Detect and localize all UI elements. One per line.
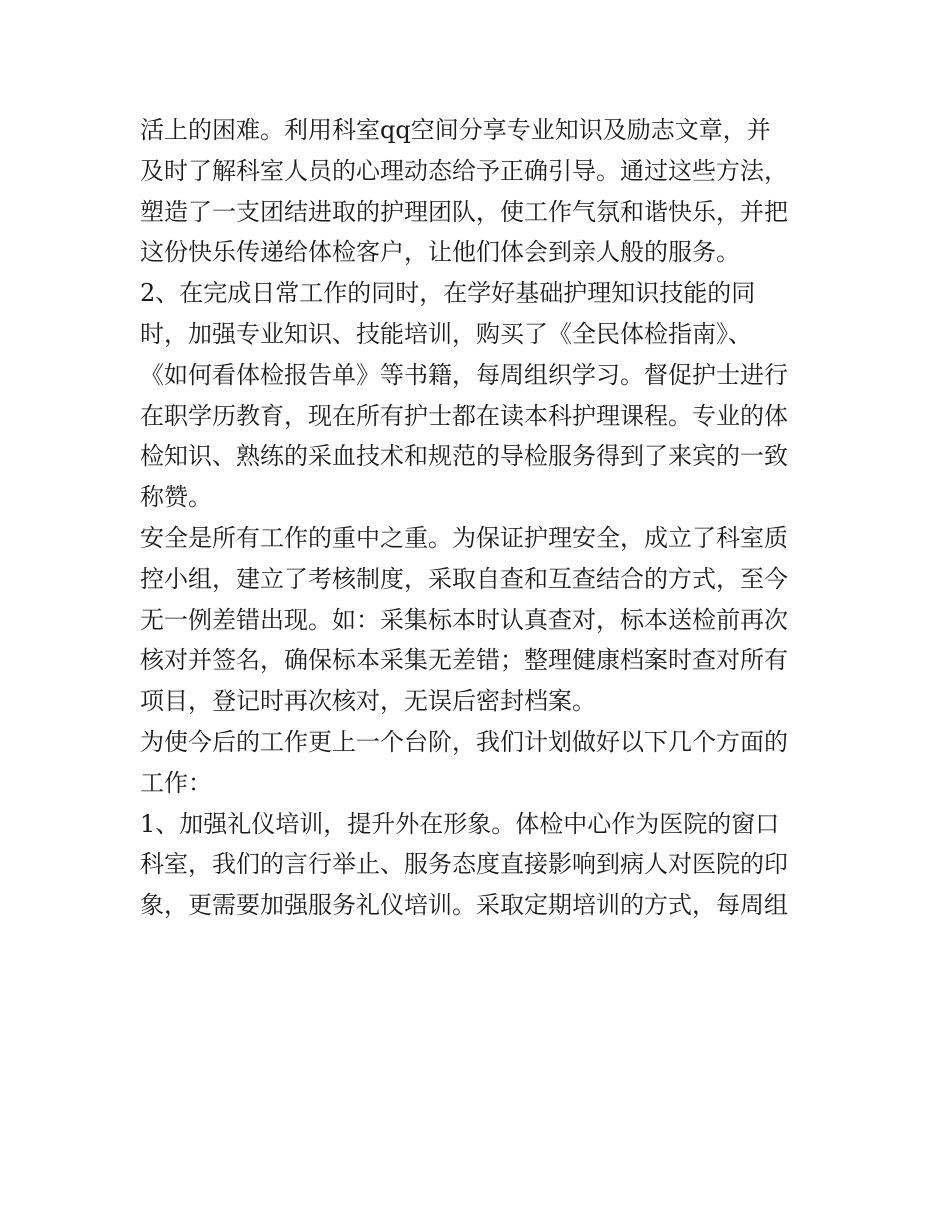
text-line: 安全是所有工作的重中之重。为保证护理安全，成立了科室质 [140,523,788,552]
text-line: 及时了解科室人员的心理动态给予正确引导。通过这些方法， [140,156,788,185]
text-line: 为使今后的工作更上一个台阶，我们计划做好以下几个方面的 [140,727,788,756]
text-line: 科室，我们的言行举止、服务态度直接影响到病人对医院的印 [140,850,788,879]
text-line: 检知识、熟练的采血技术和规范的导检服务得到了来宾的一致 [140,442,788,471]
text-line: 核对并签名，确保标本采集无差错；整理健康档案时查对所有 [140,646,788,675]
text-line: 象，更需要加强服务礼仪培训。采取定期培训的方式，每周组 [140,891,788,920]
text-line: 塑造了一支团结进取的护理团队，使工作气氛和谐快乐，并把 [140,197,788,226]
text-line: 在职学历教育，现在所有护士都在读本科护理课程。专业的体 [140,401,788,430]
text-line: 控小组，建立了考核制度，采取自查和互查结合的方式，至今 [140,564,788,593]
text-line: 项目，登记时再次核对，无误后密封档案。 [140,687,596,716]
text-line: 1、加强礼仪培训，提升外在形象。体检中心作为医院的窗口 [140,809,780,838]
text-line: 称赞。 [140,483,212,512]
text-line: 《如何看体检报告单》等书籍，每周组织学习。督促护士进行 [140,360,788,389]
text-line: 工作： [140,768,212,797]
text-line: 这份快乐传递给体检客户，让他们体会到亲人般的服务。 [140,238,740,267]
text-line: 活上的困难。利用科室qq空间分享专业知识及励志文章，并 [140,116,771,144]
text-line: 时，加强专业知识、技能培训，购买了《全民体检指南》、 [140,319,752,348]
body-text [140,110,820,926]
text-line: 2、在完成日常工作的同时，在学好基础护理知识技能的同 [140,279,756,308]
text-line: 无一例差错出现。如：采集标本时认真查对，标本送检前再次 [140,605,788,634]
